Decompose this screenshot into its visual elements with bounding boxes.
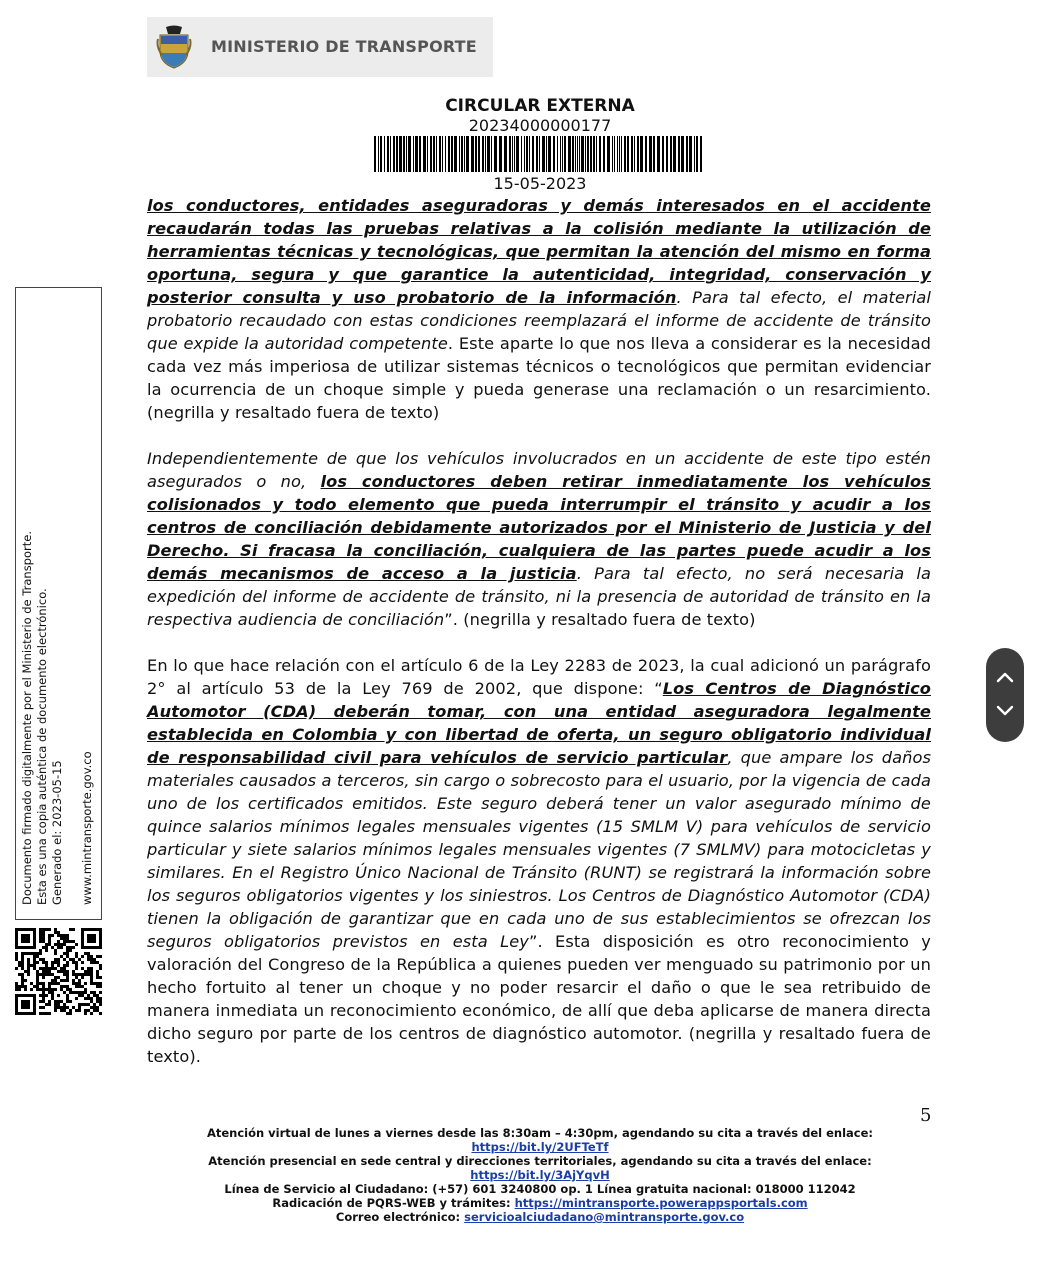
plain-text: ”. Esta disposición es otro reconocimiento y valoración del Congreso de la República a quienes pueden ver menguado su patrimonio por un hecho fortuito al tener un choque y no poder resarcir el daño o que le sea retribuido de manera inmediata un reconocimiento económico, de allí que deba aplicarse de manera directa dicho seguro por parte de los centros de diagnóstico automotor. (negrilla y resaltado fuera de texto). — [147, 932, 931, 1066]
website-link: www.mintransporte.gov.co — [80, 751, 94, 905]
ministry-name: MINISTERIO DE TRANSPORTE — [211, 37, 477, 56]
signature-line: Esta es una copia auténtica de documento electrónico. — [35, 588, 49, 905]
plain-text: ”. (negrilla y resaltado fuera de texto) — [444, 610, 756, 629]
footer-onsite-attention: Atención presencial en sede central y direcciones territoriales, agendando su cita a través del enlace: — [208, 1154, 872, 1168]
italic-text: Independientemente de que los vehículos involucrados en un accidente de este tipo estén asegurados o no, — [147, 449, 931, 491]
coat-of-arms-logo — [156, 25, 192, 69]
italic-text: , que ampare los daños materiales causados a terceros, sin cargo o sobrecosto para el usuario, por la vigencia de cada uno de los certificados emitidos. Este seguro deberá tener un valor asegurado mínimo de quince salarios mínimos legales mensuales vigentes (15 SMLM V) para vehículos de servicio particular y siete salarios mínimos legales mensuales vigentes (7 SMLMV) para motocicletas y similares. En el Registro Único Nacional de Tránsito (RUNT) se registrará la información sobre los seguros obligatorios vigentes y los siniestros. Los Centros de Diagnóstico Automotor (CDA) tienen la obligación de garantizar que en cada uno de sus establecimientos se ofrezcan los seguros obligatorios previstos en esta Ley — [147, 748, 932, 951]
paragraph-1 — [147, 194, 931, 424]
paragraph-2 — [147, 447, 931, 631]
italic-text: . Para tal efecto, no será necesaria la expedición del informe de accidente de tránsito, ni la presencia de autoridad de tránsito en la respectiva audiencia de conciliación — [147, 564, 931, 629]
footer-phone-lines: Línea de Servicio al Ciudadano: (+57) 601 3240800 op. 1 Línea gratuita nacional: 018000 112042 — [224, 1182, 856, 1196]
footer — [0, 1126, 1055, 1224]
email-label: Correo electrónico: — [335, 1210, 465, 1224]
page-scroll-control — [986, 648, 1024, 742]
scroll-down-button[interactable] — [986, 694, 1024, 728]
page-number: 5 — [920, 1105, 932, 1126]
emphasis-text: los conductores, entidades aseguradoras y demás interesados en el accidente recaudarán todas las pruebas relativas a la colisión mediante la utilización de herramientas técnicas y tecnológicas, que permitan la atención del mismo en forma oportuna, segura y que garantice la autenticidad, integridad, conservación y posterior consulta y uso probatorio de la información — [147, 196, 931, 307]
emphasis-text: Los Centros de Diagnóstico Automotor (CDA) deberán tomar, con una entidad aseguradora legalmente establecida en Colombia y con libertad de oferta, un seguro obligatorio individual de responsabilidad civil para vehículos de servicio particular — [147, 679, 931, 767]
ministry-header — [147, 17, 493, 77]
chevron-down-icon — [996, 705, 1014, 717]
italic-text: . Para tal efecto, el material probatorio recaudado con estas condiciones reemplazará el informe de accidente de tránsito que expide la autoridad competente — [147, 288, 931, 353]
qr-code — [15, 928, 102, 1015]
onsite-attention-link[interactable]: https://bit.ly/3AjYqvH — [470, 1168, 610, 1182]
circular-number: 20234000000177 — [468, 116, 612, 135]
digital-signature-text — [20, 531, 95, 905]
pqrs-link[interactable]: https://mintransporte.powerappsportals.com — [514, 1196, 808, 1210]
plain-text: . Este aparte lo que nos lleva a considerar es la necesidad cada vez más imperiosa de utilizar sistemas técnicos o tecnológicos que permitan evidenciar la ocurrencia de un choque simple y pueda generase una reclamación o un resarcimiento. (negrilla y resaltado fuera de texto) — [147, 334, 932, 422]
document-body — [147, 194, 931, 1091]
circular-title: CIRCULAR EXTERNA — [445, 96, 635, 116]
scroll-up-button[interactable] — [986, 660, 1024, 694]
plain-text: En lo que hace relación con el artículo 6 de la Ley 2283 de 2023, la cual adicionó un parágrafo 2° al artículo 53 de la Ley 769 de 2002, que dispone: “ — [147, 656, 931, 698]
virtual-attention-link[interactable]: https://bit.ly/2UFTeTf — [471, 1140, 609, 1154]
email-link[interactable]: servicioalciudadano@mintransporte.gov.co — [464, 1210, 745, 1224]
emphasis-text: los conductores deben retirar inmediatamente los vehículos colisionados y todo elemento que pueda interrumpir el tránsito y acudir a los centros de conciliación debidamente autorizados por el Ministerio de Justicia y del Derecho. Si fracasa la conciliación, cualquiera de las partes puede acudir a los demás mecanismos de acceso a la justicia — [147, 472, 931, 583]
paragraph-3 — [147, 654, 931, 1068]
signature-date: Generado el: 2023-05-15 — [50, 760, 64, 905]
chevron-up-icon — [996, 671, 1014, 683]
signature-line: Documento firmado digitalmente por el Ministerio de Transporte. — [20, 531, 34, 905]
pqrs-label: Radicación de PQRS-WEB y trámites: — [272, 1196, 515, 1210]
circular-date: 15-05-2023 — [493, 174, 587, 193]
barcode — [374, 136, 704, 172]
footer-virtual-attention: Atención virtual de lunes a viernes desde las 8:30am – 4:30pm, agendando su cita a través del enlace: — [206, 1126, 874, 1140]
